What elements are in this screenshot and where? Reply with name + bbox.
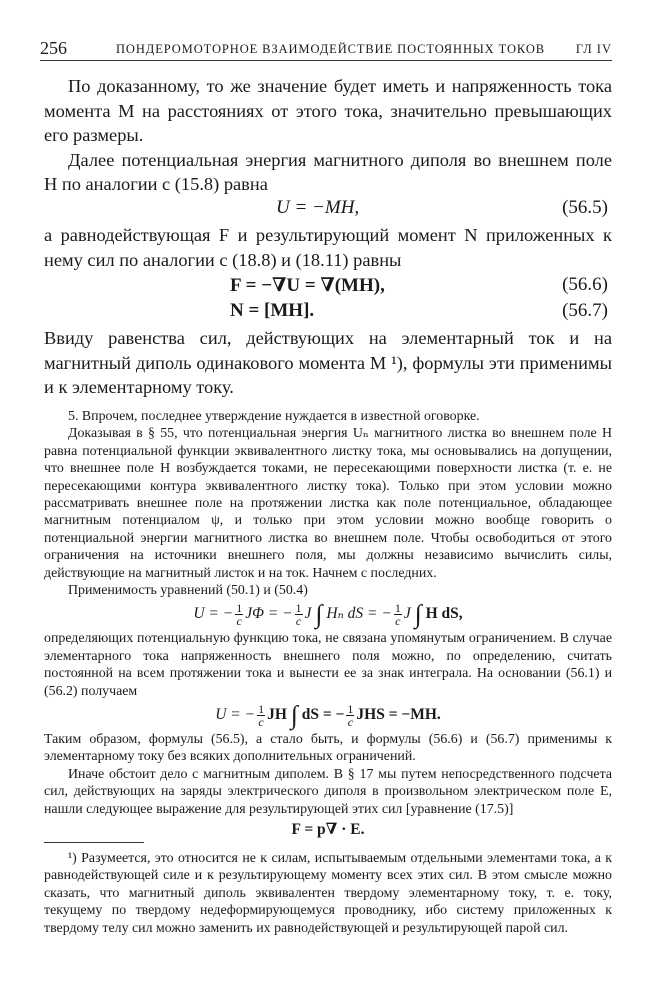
equation-formula: N = [MH]. <box>230 300 315 322</box>
fraction: $\frac{1}{c}$ <box>236 601 243 629</box>
paragraph-2: Далее потенциальная энергия магнитного диполя во внешнем поле H по аналогии с (15.8) равна <box>44 149 612 195</box>
equation-56-6 <box>44 274 612 300</box>
section-5-heading: 5. Впрочем, последнее утверждение нуждается в известной оговорке. <box>68 408 480 424</box>
section-5-paragraph-4: Таким образом, формулы (56.5), а стало быть, и формулы (56.6) и (56.7) применимы к элементарному току без всяких дополнительных ограничений. <box>44 732 612 765</box>
equation-dipole-force: F = p∇ · E. <box>291 821 365 839</box>
paragraph-3: а равнодействующая F и результирующий момент N приложенных к нему сил по аналогии с (18.8) и (18.11) равны <box>44 224 612 270</box>
integral-sign: ∫ <box>315 599 323 629</box>
equation-56-5 <box>44 197 612 223</box>
equation-elementary-current: U = − $\frac{1}{c}$ JH ∫ dS = − $\frac{1}{c}$ JHS = −MH. <box>215 700 441 730</box>
equation-number: (56.5) <box>562 196 608 218</box>
equation-formula: F = −∇U = ∇(MH), <box>230 275 385 297</box>
integral-sign: ∫ <box>414 599 422 629</box>
page-number: 256 <box>40 38 67 58</box>
running-title: ПОНДЕРОМОТОРНОЕ ВЗАИМОДЕЙСТВИЕ ПОСТОЯННЫХ ТОКОВ <box>116 42 546 56</box>
footnote-text: ¹) Разумеется, это относится не к силам, испытываемым отдельными элементами тока, а к равнодействующей силе и к результирующему моменту всех этих сил. В этом смысле можно сказать, что магнитный диполь эквивалентен твердому элементарному току, т. е. току, текущему по твердому недеформирующемуся проводнику, ибо систему приложенных к твердому телу сил можно заменить их равнодействующей и результирующей парой сил. <box>44 851 612 936</box>
equation-number: (56.7) <box>562 300 608 322</box>
section-5-paragraph-1: Доказывая в § 55, что потенциальная энергия Uₙ магнитного листка во внешнем поле H равна потенциальной функции эквивалентного листку тока, мы основывались на допущении, что внешнее поле H возбуждается токами, не пересекающими поверхности листка (т. е. не пересекающими контура эквивалентного листку тока). Только при этом условии можно рассматривать внешнее поле на протяжении листка как поле потенциальное, обладающее магнитным потенциалом ψ, и только при этом условии можно вообще говорить о потенциальной энергии магнитного листка во внешнем поле. Чтобы освободиться от этого ограничения на источники внешнего поля, мы должны независимо вычислить силы, действующие на магнитный листок и на ток. Начнем с последних. <box>44 426 612 581</box>
paragraph-1: По доказанному, то же значение будет иметь и напряженность тока момента M на расстояниях от этого тока, значительно превышающих его размеры. <box>44 76 612 146</box>
equation-potential-function: U = − $\frac{1}{c}$ JΦ = − $\frac{1}{c}$ J ∫ Hₙ dS = − $\frac{1}{c}$ J ∫ H dS, <box>193 599 463 629</box>
footnote <box>44 850 612 937</box>
main-text <box>44 74 612 842</box>
footnote-divider <box>44 842 144 843</box>
running-header <box>40 38 612 61</box>
fraction: $\frac{1}{c}$ <box>295 601 302 629</box>
equation-formula: U = −MH, <box>276 196 360 218</box>
fraction: $\frac{1}{c}$ <box>258 702 265 730</box>
chapter-label: ГЛ IV <box>575 42 612 56</box>
integral-sign: ∫ <box>290 700 298 730</box>
section-5-paragraph-2: Применимость уравнений (50.1) и (50.4) <box>68 583 308 598</box>
fraction: $\frac{1}{c}$ <box>347 702 354 730</box>
section-5-paragraph-5: Иначе обстоит дело с магнитным диполем. В § 17 мы путем непосредственного подсчета сил, действующих на заряды электрического диполя в произвольном электрическом поле E, нашли следующее выражение для результирующей этих сил [уравнение (17.5)] <box>44 766 612 817</box>
section-5-paragraph-3: определяющих потенциальную функцию тока, не связана упомянутым ограничением. В случае элементарного тока напряженность внешнего поля можно, по определению, считать постоянной на всем протяжении тока и вынести ее за знак интеграла. На основании (56.1) и (56.2) получаем <box>44 631 612 699</box>
fraction: $\frac{1}{c}$ <box>394 601 401 629</box>
paragraph-4: Ввиду равенства сил, действующих на элементарный ток и на магнитный диполь одинакового момента M ¹), формулы эти применимы и к элементарному току. <box>44 328 612 398</box>
equation-56-7 <box>44 300 612 326</box>
equation-number: (56.6) <box>562 274 608 296</box>
